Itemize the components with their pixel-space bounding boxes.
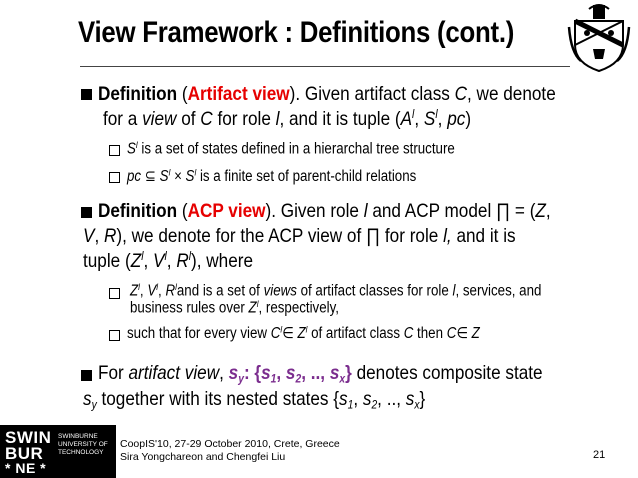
subseteq-symbol: ⊆ xyxy=(144,168,156,185)
university-crest-icon xyxy=(567,3,631,73)
sub-bullet-box xyxy=(109,330,120,341)
bullet1-line1: Definition (Artifact view). Given artifact class C, we denote xyxy=(98,83,556,105)
bullet3-line2: $s_y$ together with its nested states {$s_1$, $s_2$, .., $s_x$} xyxy=(83,388,426,412)
footer-text xyxy=(120,438,340,464)
bullet3-line1: For artifact view, $s_y$: {$s_1$, $s_2$, .., $s_x$} denotes composite state xyxy=(98,362,543,386)
bullet2-line2: V, R), we denote for the ACP view of ∏ for role l, and it is xyxy=(83,225,516,247)
product-symbol: ∏ xyxy=(496,200,511,222)
bullet-square xyxy=(81,89,92,100)
bullet2-sub1: $Z^l$, $V^l$, $R^land$ is a set of views of artifact classes for role l, services, and xyxy=(130,282,542,300)
bullet2-line3: tuple ($Z^l$, $V^l$, $R^l$), where xyxy=(83,250,254,273)
product-symbol: ∏ xyxy=(366,225,381,247)
sub-bullet-box xyxy=(109,145,120,156)
conference-info: CoopIS'10, 27-29 October 2010, Crete, Greece xyxy=(120,438,340,450)
bullet-square xyxy=(81,370,92,381)
bullet1-line2: for a view of C for role l, and it is tuple ($A^l$, $S^l$, pc) xyxy=(103,108,472,131)
swinburne-logo: SWIN BUR * NE * SWINBURNE UNIVERSITY OF TECHNOLOGY xyxy=(0,425,116,478)
element-of-symbol: ∈ xyxy=(282,325,294,342)
element-of-symbol: ∈ xyxy=(456,325,468,342)
bullet1-sub1: $S^l$ is a set of states defined in a hierarchal tree structure xyxy=(127,140,455,158)
sub-bullet-box xyxy=(109,288,120,299)
acp-view-term: ACP view xyxy=(187,200,266,222)
artifact-view-term: Artifact view xyxy=(187,83,290,105)
title-divider xyxy=(80,66,570,67)
page-title: View Framework : Definitions (cont.) xyxy=(78,16,515,49)
authors: Sira Yongchareon and Chengfei Liu xyxy=(120,451,286,463)
bullet2-sub1-line2: business rules over $Z^l$, respectively, xyxy=(130,299,339,317)
bullet-square xyxy=(81,207,92,218)
sub-bullet-box xyxy=(109,172,120,183)
page-number: 21 xyxy=(593,449,606,461)
bullet2-line1: Definition (ACP view). Given role l and ACP model ∏ = (Z, xyxy=(98,200,551,222)
bullet2-sub2: such that for every view $C^l\in$ $Z^l$ of artifact class C then C∈ Z xyxy=(127,324,480,342)
bullet1-sub2: pc ⊆ $S^l \times S^l$ is a finite set of parent-child relations xyxy=(127,167,417,185)
